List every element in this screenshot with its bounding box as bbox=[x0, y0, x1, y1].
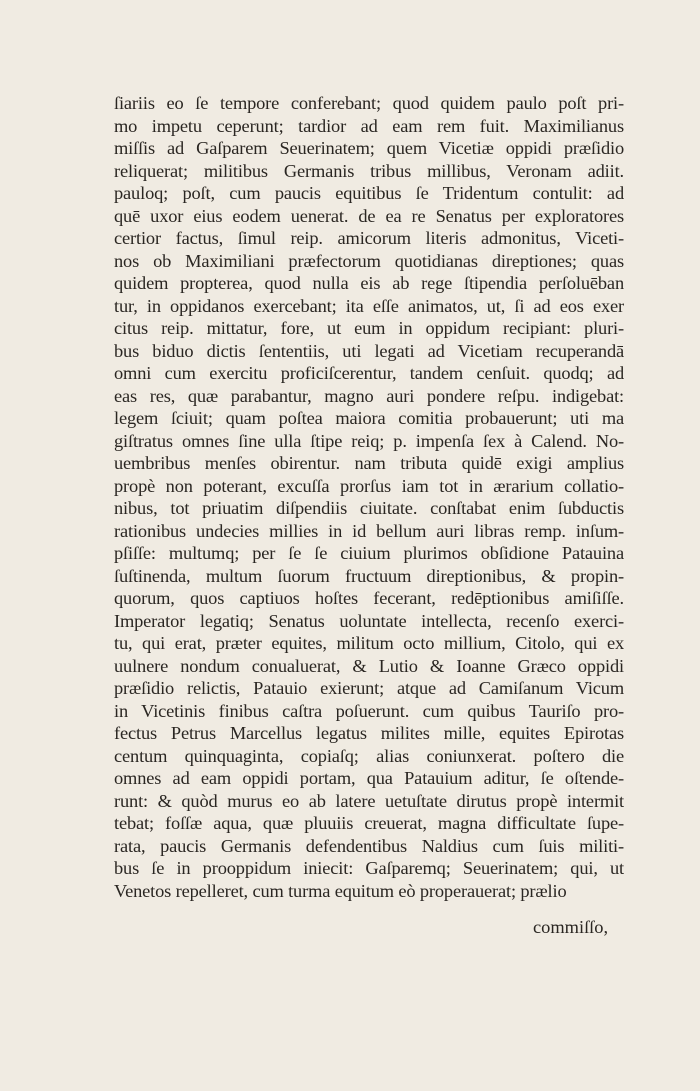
text-line: tur, in oppidanos exercebant; ita eſſe animatos, ut, ſi ad eos exer bbox=[114, 295, 624, 316]
text-line: tebat; foſſæ aqua, quæ pluuiis creuerat, magna difficultate ſupe- bbox=[114, 813, 624, 833]
text-block bbox=[114, 92, 624, 902]
text-line: Venetos repelleret, cum turma equitum eò properauerat; prælio bbox=[114, 880, 567, 901]
text-line: miſſis ad Gaſparem Seuerinatem; quem Vicetiæ oppidi præſidio bbox=[114, 138, 624, 158]
text-line: rationibus undecies millies in id bellum auri libras remp. inſum- bbox=[114, 520, 624, 541]
text-line: ſiariis eo ſe tempore conferebant; quod quidem paulo poſt pri- bbox=[114, 93, 624, 113]
text-line: tu, qui erat, præter equites, militum octo millium, Citolo, qui ex bbox=[114, 633, 624, 653]
text-line: præſidio relictis, Patauio exierunt; atque ad Camiſanum Vicum bbox=[114, 678, 624, 698]
text-line: in Vicetinis finibus caſtra poſuerunt. cum quibus Tauriſo pro- bbox=[114, 700, 624, 721]
text-line: omnes ad eam oppidi portam, qua Patauium aditur, ſe oſtende- bbox=[114, 768, 624, 788]
text-line: mo impetu ceperunt; tardior ad eam rem fuit. Maximilianus bbox=[114, 115, 624, 136]
text-line: ſuſtinenda, multum ſuorum fructuum direptionibus, & propin- bbox=[114, 565, 624, 586]
text-line: reliquerat; militibus Germanis tribus millibus, Veronam adiit. bbox=[114, 160, 624, 181]
text-line: legem ſciuit; quam poſtea maiora comitia probauerunt; uti ma bbox=[114, 408, 624, 428]
text-line: nibus, tot priuatim diſpendiis ciuitate. conſtabat enim ſubductis bbox=[114, 498, 624, 518]
text-line: centum quinquaginta, copiaſq; alias coniunxerat. poſtero die bbox=[114, 745, 624, 766]
text-line: quorum, quos captiuos hoſtes fecerant, redēptionibus amiſiſſe. bbox=[114, 588, 624, 608]
text-line: Imperator legatiq; Senatus uoluntate intellecta, recenſo exerci- bbox=[114, 610, 624, 631]
text-line: pſiſſe: multumq; per ſe ſe ciuium plurimos obſidione Patauina bbox=[114, 543, 624, 563]
text-line: rata, paucis Germanis defendentibus Naldius cum ſuis militi- bbox=[114, 835, 624, 856]
catchword: commiſſo, bbox=[533, 917, 609, 937]
text-line: eas res, quæ parabantur, magno auri pondere reſpu. indigebat: bbox=[114, 385, 624, 406]
text-line: giſtratus omnes ſine ulla ſtipe reiq; p. impenſa ſex à Calend. No- bbox=[114, 430, 624, 451]
text-line: quidem propterea, quod nulla eis ab rege ſtipendia perſoluēban bbox=[114, 273, 624, 293]
text-line: bus ſe in prooppidum iniecit: Gaſparemq; Seuerinatem; qui, ut bbox=[114, 858, 624, 878]
text-line: fectus Petrus Marcellus legatus milites mille, equites Epirotas bbox=[114, 723, 624, 743]
text-line: pauloq; poſt, cum paucis equitibus ſe Tridentum contulit: ad bbox=[114, 183, 624, 203]
text-line: uembribus menſes obirentur. nam tributa quidē exigi amplius bbox=[114, 453, 624, 473]
text-line: propè non poterant, excuſſa prorſus iam tot in ærarium collatio- bbox=[114, 475, 624, 496]
text-line: quē uxor eius eodem uenerat. de ea re Senatus per exploratores bbox=[114, 205, 624, 226]
text-line: omni cum exercitu proficiſcerentur, tandem cenſuit. quodq; ad bbox=[114, 363, 624, 383]
text-line: certior factus, ſimul reip. amicorum literis admonitus, Viceti- bbox=[114, 228, 624, 248]
text-line: nos ob Maximiliani præfectorum quotidianas direptiones; quas bbox=[114, 250, 624, 271]
text-line: bus biduo dictis ſententiis, uti legati ad Vicetiam recuperandā bbox=[114, 340, 624, 361]
text-line: uulnere nondum conualuerat, & Lutio & Ioanne Græco oppidi bbox=[114, 655, 624, 676]
text-line: runt: & quòd murus eo ab latere uetuſtate dirutus propè intermit bbox=[114, 790, 624, 811]
text-line: citus reip. mittatur, fore, ut eum in oppidum recipiant: pluri- bbox=[114, 318, 624, 338]
